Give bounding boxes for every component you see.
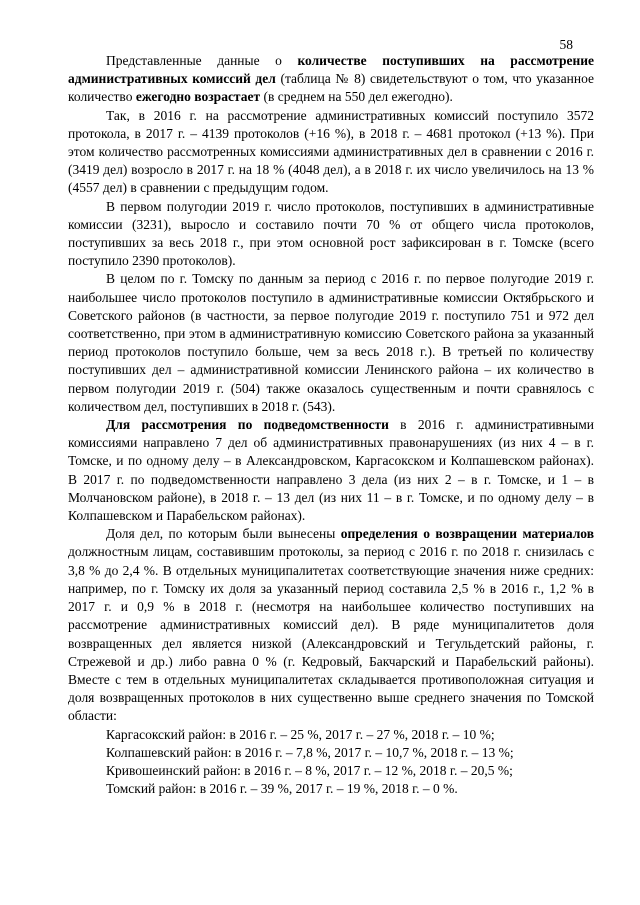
paragraph xyxy=(68,107,594,198)
document-body xyxy=(68,52,594,798)
bold-phrase: определения о возвращении материалов xyxy=(340,526,595,542)
text-run: В целом по г. Томску по данным за период с 2016 г. по первое полугодие 2019 г. наибольшее число протоколов поступило в административные комиссии Октябрьского и Советского районов (в частности, за первое полугодие 2019 г. поступило 751 и 972 дел соответственно, при этом в административную комиссию Советского района за указанный период протоколов поступило больше, чем за весь 2018 г.). В третьей по количеству поступивших дел – административной комиссии Ленинского района – их количество в первом полугодии 2019 г. (504) также оказалось существенным и почти сравнялось с количеством дел, поступивших в 2018 г. (543). xyxy=(68,271,594,414)
paragraph xyxy=(68,525,594,725)
text-run: (таблица № 8) свидетельствуют о том, что указанное количество xyxy=(68,71,594,105)
text-run: Представленные данные о xyxy=(106,53,298,68)
bold-phrase: количестве поступивших на рассмотрение административных комиссий дел xyxy=(68,53,594,87)
list-item: Кривошеинский район: в 2016 г. – 8 %, 2017 г. – 12 %, 2018 г. – 20,5 %; xyxy=(106,762,513,778)
text-run: Так, в 2016 г. на рассмотрение административных комиссий поступило 3572 протокола, в 2017 г. – 4139 протоколов (+16 %), в 2018 г. – 4681 протокол (+13 %). При этом количество рассмотренных комиссиями административных дел в сравнении с 2016 г. (3419 дел) возросло в 2017 г. на 18 % (4048 дел), а в 2018 г. их число увеличилось на 13 % (4557 дел) в сравнении с предыдущим годом. xyxy=(68,107,594,196)
list-item: Томский район: в 2016 г. – 39 %, 2017 г. – 19 %, 2018 г. – 0 %. xyxy=(106,781,458,797)
text-run: (в среднем на 550 дел ежегодно). xyxy=(260,89,453,105)
page-number: 58 xyxy=(559,37,573,52)
text-run: в 2016 г. административными комиссиями направлено 7 дел об административных правонарушениях (из них 4 – в г. Томске, и по одному делу – в Александровском, Каргасокском и Колпашевском районах). В 2017 г. по подведомственности направлено 3 дела (из них 2 – в г. Томске, и 1 – в Молчановском районе), в 2018 г. – 13 дел (из них 11 – в г. Томске, и по одному делу – в Колпашевском и Парабельском районах). xyxy=(68,417,594,524)
bold-phrase: Для рассмотрения по подведомственности xyxy=(106,417,389,433)
list-item: Колпашевский район: в 2016 г. – 7,8 %, 2017 г. – 10,7 %, 2018 г. – 13 %; xyxy=(106,744,514,760)
bold-phrase: ежегодно возрастает xyxy=(135,89,261,105)
text-run: должностным лицам, составившим протоколы, за период с 2016 г. по 2018 г. снизилась с 3,8 % до 2,4 %. В отдельных муниципалитетах соответствующие значения ниже средних: например, по г. Томску их доля за указанный период составила 2,5 % в 2016 г., 1,2 % в 2017 г. и 0,9 % в 2018 г. (несмотря на наибольшее количество поступивших на рассмотрение административных комиссий дел). В ряде муниципалитетов доля возвращенных дел является низкой (Александровский и Тегульдетский районы, г. Стрежевой и др.) либо равна 0 % (г. Кедровый, Бакчарский и Парабельский районы). Вместе с тем в отдельных муниципалитетах складывается противоположная ситуация и доля возвращенных протоколов в них существенно выше среднего значения по Томской области: xyxy=(68,544,594,724)
paragraph xyxy=(68,198,594,271)
text-run: В первом полугодии 2019 г. число протоколов, поступивших в административные комиссии (3231), выросло и составило почти 70 % от общего числа протоколов, поступивших за весь 2018 г., при этом основной рост зафиксирован в г. Томске (всего поступило 2390 протоколов). xyxy=(68,198,594,269)
text-run: Доля дел, по которым были вынесены xyxy=(106,526,341,542)
paragraph xyxy=(68,416,594,525)
list-item: Каргасокский район: в 2016 г. – 25 %, 2017 г. – 27 %, 2018 г. – 10 %; xyxy=(106,726,495,742)
paragraph xyxy=(68,270,594,416)
paragraph xyxy=(68,52,594,107)
